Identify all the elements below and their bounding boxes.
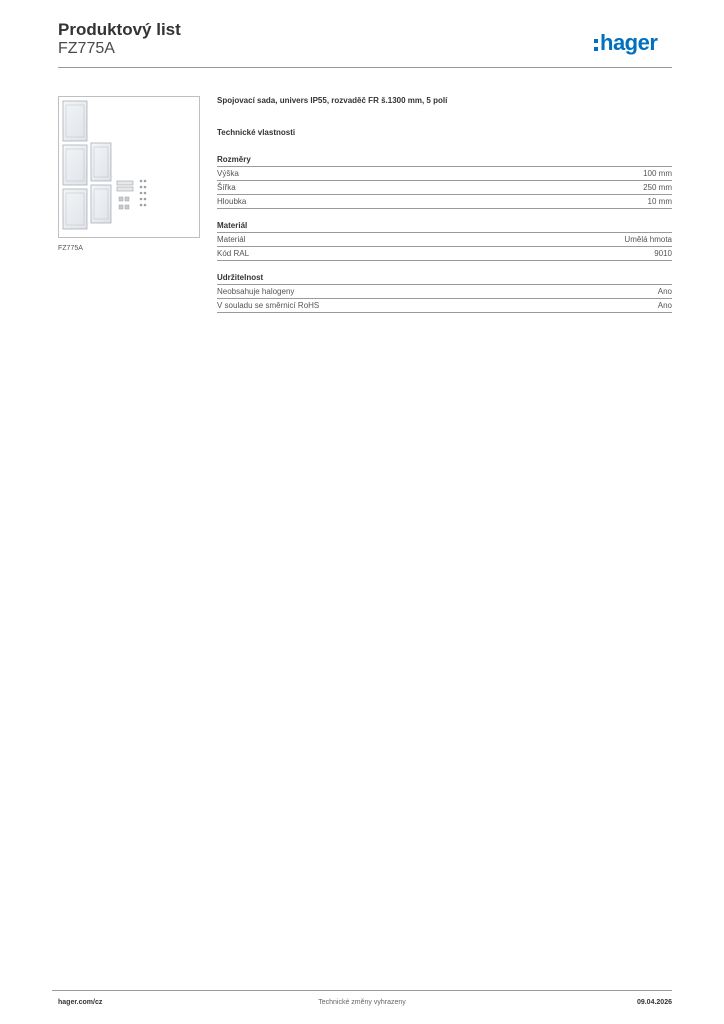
tech-properties-title: Technické vlastnosti [217,128,296,137]
section-dimensions [217,154,672,209]
spec-row [217,233,672,247]
spec-label: Kód RAL [217,249,250,258]
spec-row [217,167,672,181]
product-code: FZ775A [58,40,115,57]
logo-text: hager [600,30,658,55]
footer-note: Technické změny vyhrazeny [318,999,406,1006]
spec-label: Materiál [217,235,246,244]
footer-divider [52,990,672,991]
spec-value: 250 mm [643,183,672,192]
spec-value: 9010 [654,249,672,258]
spec-label: Výška [217,169,239,178]
panel-kit-illustration-icon [59,97,199,237]
spec-row [217,181,672,195]
spec-value: 10 mm [647,197,672,206]
spec-label: Šířka [217,183,236,192]
section-title: Materiál [217,220,672,233]
section-title: Udržitelnost [217,272,672,285]
spec-value: Ano [657,287,672,296]
spec-row [217,299,672,313]
footer-website-link[interactable]: hager.com/cz [58,999,103,1006]
spec-value: Umělá hmota [624,235,672,244]
spec-content [217,95,672,313]
spec-row [217,285,672,299]
section-material [217,220,672,261]
hager-logo[interactable] [594,29,674,57]
spec-value: Ano [657,301,672,310]
spec-label: Hloubka [217,197,247,206]
page-title: Produktový list [58,20,181,39]
logo-dots-icon [594,39,598,51]
product-description: Spojovací sada, univers IP55, rozvaděč FR š.1300 mm, 5 polí [217,96,448,105]
footer-date: 09.04.2026 [636,999,672,1006]
header-divider [58,67,672,68]
section-title: Rozměry [217,154,672,167]
section-sustainability [217,272,672,313]
spec-row [217,195,672,209]
spec-label: V souladu se směrnicí RoHS [217,301,320,310]
image-caption: FZ775A [58,245,83,252]
spec-row [217,247,672,261]
spec-value: 100 mm [643,169,672,178]
product-image [58,96,200,238]
spec-label: Neobsahuje halogeny [217,287,295,296]
